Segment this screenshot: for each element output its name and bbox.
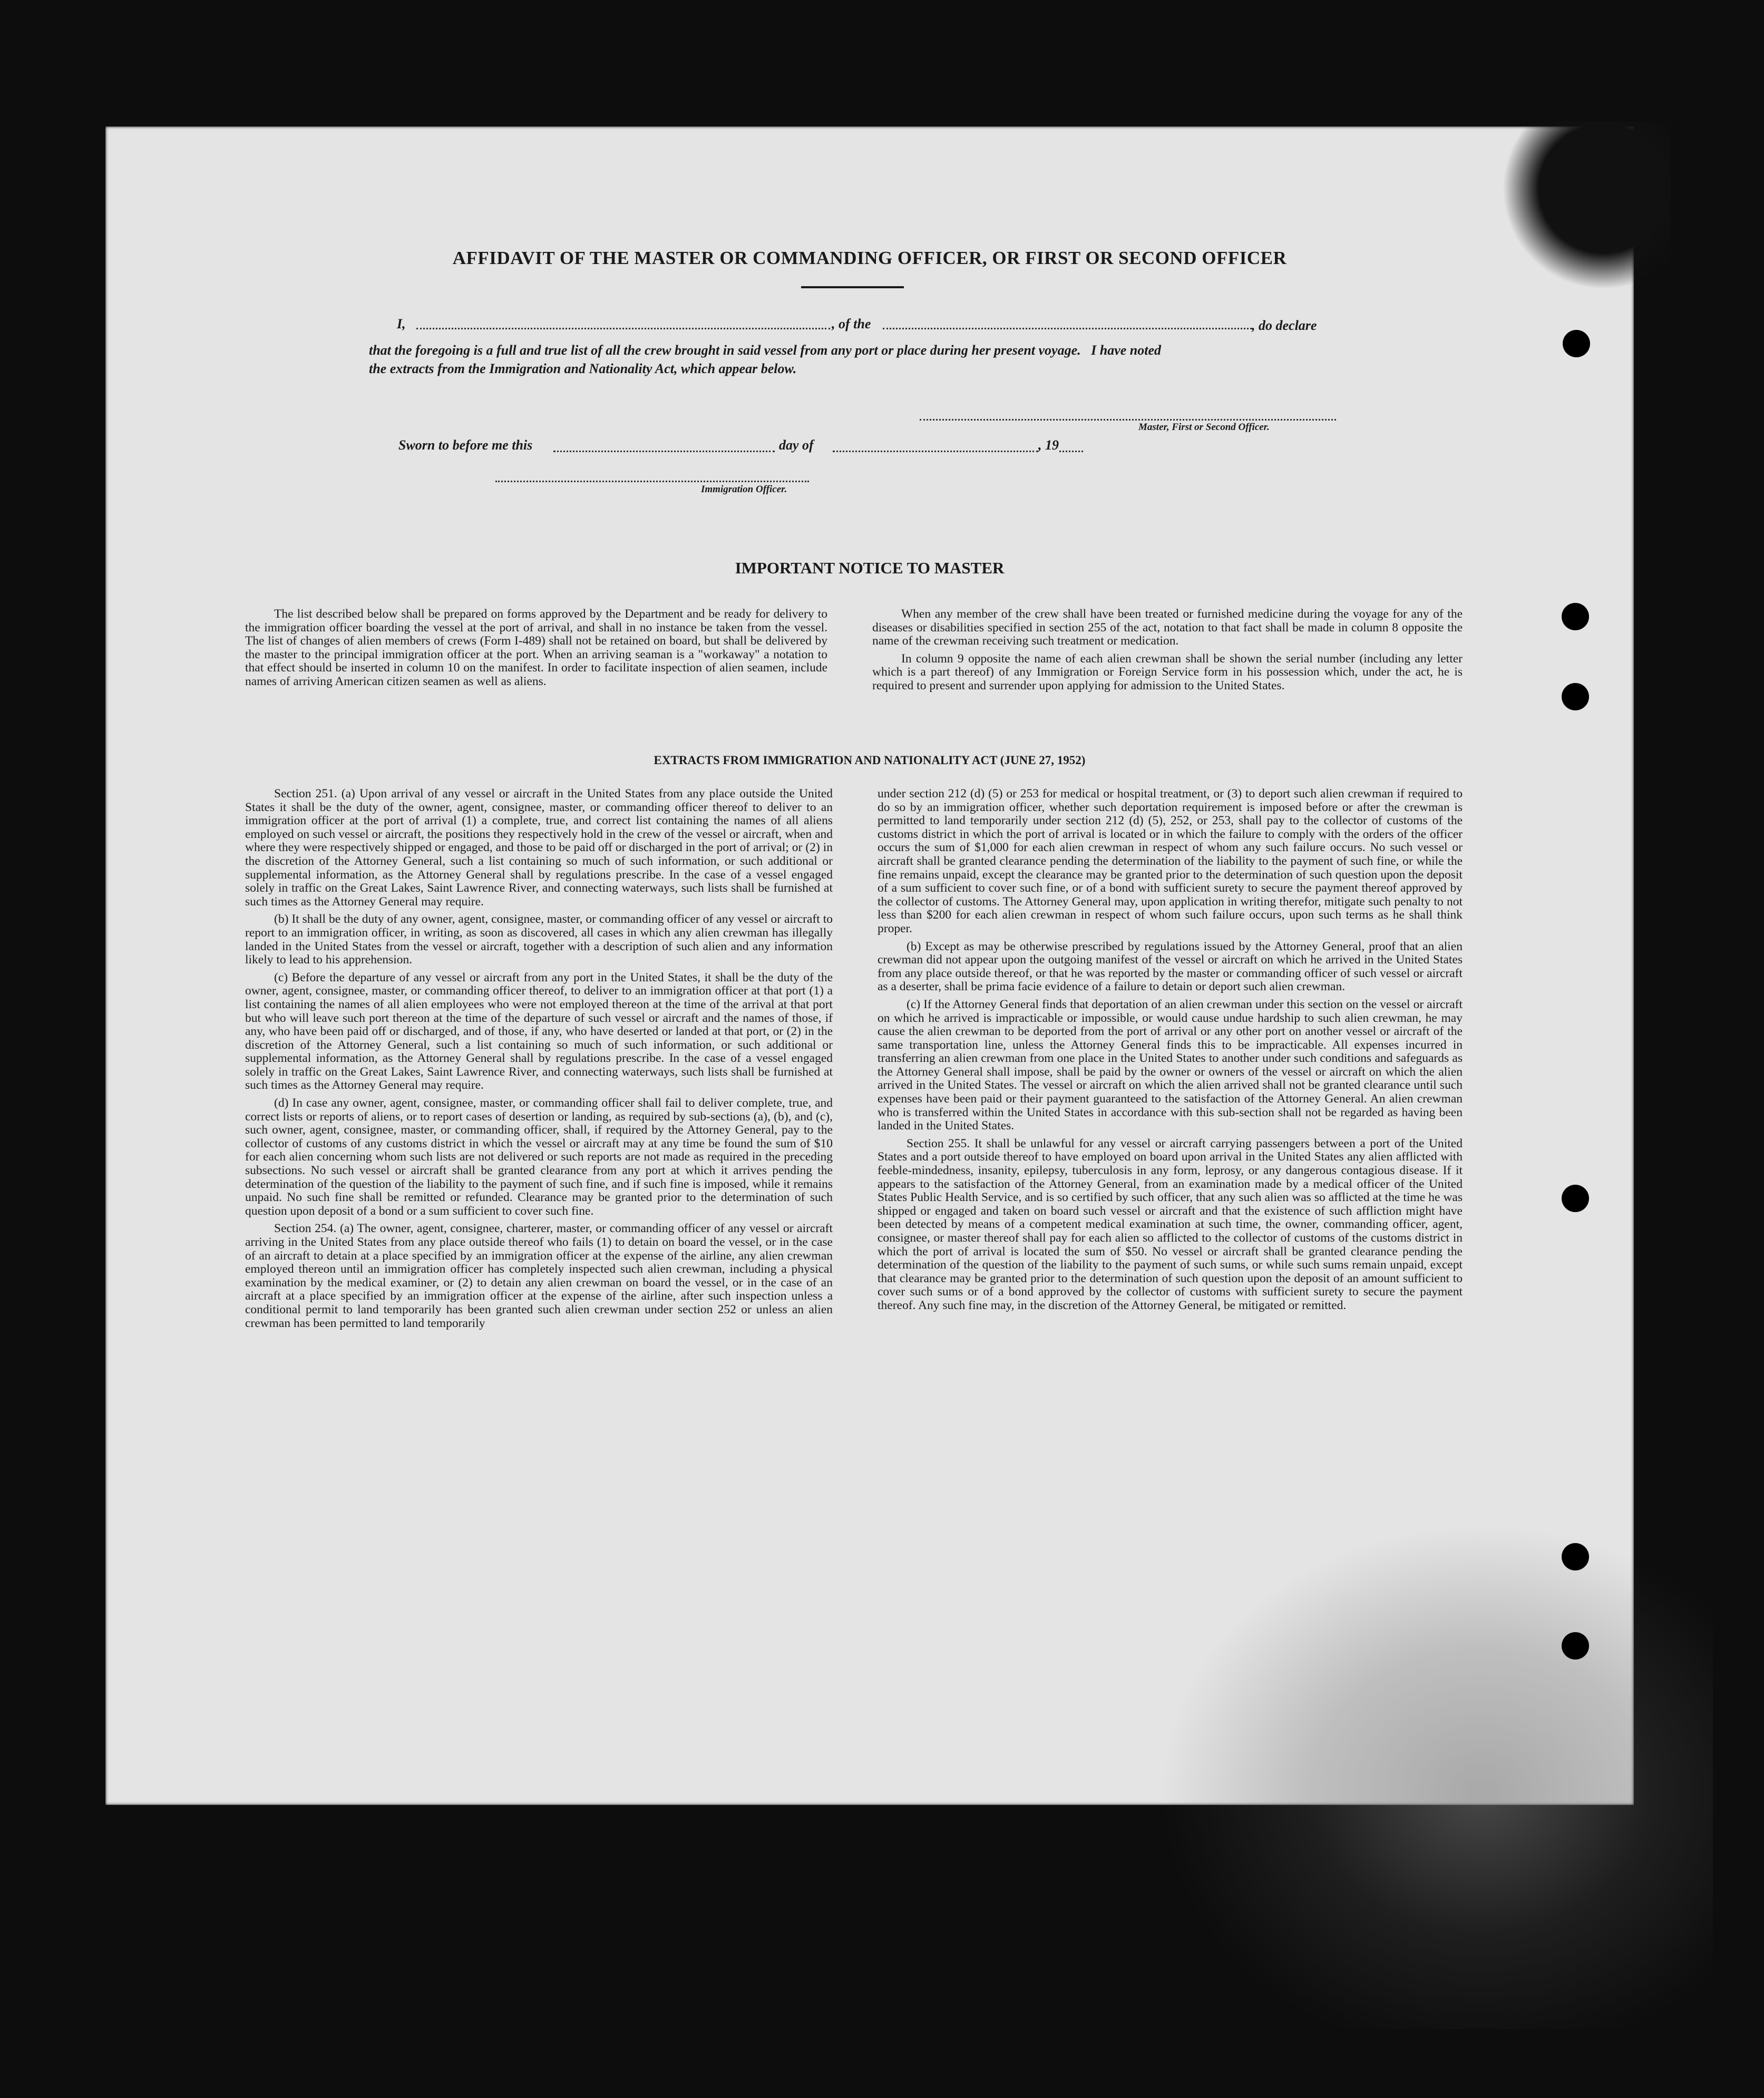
section-paragraph: (b) Except as may be otherwise prescribed by regulations issued by the Attorney General, proof that an alien crewman did not appear upon the outgoing manifest of the vessel or aircraft on which he arrived in the United States from any place outside thereof, or that he was reported by the master or commanding officer of such vessel or aircraft as a deserter, shall be prima facie evidence of a failure to detain or deport such alien crewman. bbox=[878, 939, 1463, 994]
scan-glare bbox=[1133, 1502, 1713, 2029]
punch-hole-4 bbox=[1562, 1185, 1589, 1212]
immigration-officer-signature-field[interactable] bbox=[495, 481, 809, 482]
section-paragraph: under section 212 (d) (5) or 253 for medical or hospital treatment, or (3) to deport such alien crewman if required to do so by an immigration officer, whether such deportation requirement is imposed before or after the crewman is permitted to land temporarily under section 212 (d) (5), 252, or 253, shall pay to the collector of customs of the customs district in which the port of arrival is located or in which the failure to comply with the orders of the officer occurs the sum of $1,000 for each alien crewman in respect of whom any such failure occurs. No such vessel or aircraft shall be granted clearance pending the determination of the liability to the payment of such fine, or while the fine remains unpaid, except the clearance may be granted prior to the determination of such question upon the deposit of a sum sufficient to cover such fine, or of a bond with sufficient surety to secure the payment thereof approved by the collector of customs. The Attorney General may, upon application in writing therefor, mitigate such penalty to not less than $200 for each alien crewman in respect of whom such failure occurs, upon such terms as he shall think proper. bbox=[878, 787, 1463, 935]
sworn-day-field[interactable] bbox=[553, 451, 775, 452]
section-paragraph: Section 251. (a) Upon arrival of any vessel or aircraft in the United States from any place outside the United States it shall be the duty of the owner, agent, consignee, master, or commanding officer thereof to deliver to an immigration officer at the port of arrival (1) a complete, true, and correct list containing the names of all aliens employed on such vessel or aircraft, the positions they respectively hold in the crew of the vessel or aircraft, when and where they were respectively shipped or engaged, and those to be paid off or discharged in the port of arrival; or (2) in the discretion of the Attorney General, such a list containing so much of such information, or such additional or supplemental information, as the Attorney General shall by regulations prescribe. In the case of a vessel engaged solely in traffic on the Great Lakes, Saint Lawrence River, and connecting waterways, such lists shall be furnished at such times as the Attorney General may require. bbox=[245, 787, 833, 909]
punch-hole-5 bbox=[1562, 1543, 1589, 1570]
title-rule bbox=[801, 286, 904, 288]
notice-paragraph: When any member of the crew shall have been treated or furnished medicine during the voyage for any of the diseases or disabilities specified in section 255 of the act, notation to that fact shall be made in column 8 opposite the name of the crewman receiving such treatment or medication. bbox=[872, 607, 1463, 648]
section-paragraph: (b) It shall be the duty of any owner, agent, consignee, master, or commanding officer of any vessel or aircraft to report to an immigration officer, in writing, as soon as discovered, all cases in which any alien crewman has illegally landed in the United States from the vessel or aircraft, together with a description of such alien and any information likely to lead to his apprehension. bbox=[245, 912, 833, 967]
name-field[interactable] bbox=[416, 328, 830, 329]
notice-title: IMPORTANT NOTICE TO MASTER bbox=[735, 559, 1005, 577]
sworn-year-field[interactable] bbox=[1059, 451, 1083, 452]
notice-right-column bbox=[872, 608, 1463, 697]
of-the-label: , of the bbox=[832, 316, 871, 331]
notice-left-column bbox=[245, 608, 827, 693]
notice-paragraph: The list described below shall be prepared on forms approved by the Department and be ready for delivery to the immigration officer boarding the vessel at the port of arrival, and shall in no instance be taken from the vessel. The list of changes of alien members of crews (Form I-489) shall not be retained on board, but shall be delivered by the master to the principal immigration officer at the port. When an arriving seaman is a "workaway" a notation to that effect should be inserted in column 10 on the manifest. In order to facilitate inspection of alien seamen, include names of arriving American citizen seamen as well as aliens. bbox=[245, 607, 827, 688]
sworn-label: Sworn to before me this bbox=[398, 437, 533, 453]
punch-hole-2 bbox=[1562, 603, 1589, 630]
day-of-label: day of bbox=[779, 437, 814, 453]
vessel-field[interactable] bbox=[883, 328, 1252, 329]
notice-paragraph: In column 9 opposite the name of each alien crewman shall be shown the serial number (including any letter which is a part thereof) of any Immigration or Foreign Service form in his possession which, under the act, he is required to present and surrender upon applying for admission to the United States. bbox=[872, 651, 1463, 692]
affidavit-title: AFFIDAVIT OF THE MASTER OR COMMANDING OFFICER, OR FIRST OR SECOND OFFICER bbox=[452, 248, 1287, 268]
extracts-left-column bbox=[245, 787, 833, 1334]
punch-hole-6 bbox=[1562, 1632, 1589, 1660]
punch-hole-3 bbox=[1562, 683, 1589, 710]
extracts-title: EXTRACTS FROM IMMIGRATION AND NATIONALITY ACT (JUNE 27, 1952) bbox=[654, 754, 1086, 767]
section-paragraph: (c) If the Attorney General finds that deportation of an alien crewman under this section on the vessel or aircraft on which he arrived is impracticable or impossible, or would cause undue hardship to such alien crewman, he may cause the alien crewman to be deported from the port of arrival or any other port on another vessel or aircraft of the same transportation line, unless the Attorney General finds this to be impracticable. All expenses incurred in transferring an alien crewman from one place in the United States to another under such conditions and safeguards as the Attorney General shall impose, shall be paid by the owner or owners of the vessel or aircraft on which the alien arrived in the United States. The vessel or aircraft on which the alien arrived shall not be granted clearance until such expenses have been paid or their payment guaranteed to the satisfaction of the Attorney General. An alien crewman who is transferred within the United States in accordance with this sub-section shall not be regarded as having been landed in the United States. bbox=[878, 997, 1463, 1133]
sworn-month-field[interactable] bbox=[833, 451, 1038, 452]
declaration-line-1: that the foregoing is a full and true list of all the crew brought in said vessel from any port or place during her present voyage. I have noted bbox=[369, 343, 1162, 358]
do-declare-label: , do declare bbox=[1252, 318, 1317, 333]
section-paragraph: Section 254. (a) The owner, agent, consignee, charterer, master, or commanding officer of any vessel or aircraft arriving in the United States from any place outside thereof who fails (1) to detain on board the vessel, or in the case of an aircraft to detain at a place specified by an immigration officer at the expense of the airline, any alien crewman employed thereon until an immigration officer has completely inspected such alien crewman, including a physical examination by the medical examiner, or (2) to detain any alien crewman on board the vessel, or in the case of an aircraft at a place specified by an immigration officer at the expense of the airline, after such inspection unless a conditional permit to land temporarily has been granted such alien crewman under section 252 or unless an alien crewman has been permitted to land temporarily bbox=[245, 1222, 833, 1330]
year-label: , 19 bbox=[1038, 437, 1059, 453]
section-paragraph: (c) Before the departure of any vessel or aircraft from any port in the United States, it shall be the duty of the owner, agent, consignee, master, or commanding officer thereof, to deliver to an immigration officer at that port (1) a list containing the names of all alien employees who were not employed thereon at the time of the arrival at that port but who will leave such port thereon at the time of the departure of such vessel or aircraft and the names of those, if any, who have been paid off or discharged, and of those, if any, who have deserted or landed at that port, or (2) in the discretion of the Attorney General, such a list containing so much of such information, or such additional or supplemental information, as the Attorney General shall by regulations prescribe. In the case of a vessel engaged solely in traffic on the Great Lakes, Saint Lawrence River, and connecting waterways, such lists shall be furnished at such times as the Attorney General may require. bbox=[245, 970, 833, 1092]
extracts-right-column bbox=[878, 787, 1463, 1317]
master-signature-label: Master, First or Second Officer. bbox=[1138, 422, 1270, 433]
section-paragraph: (d) In case any owner, agent, consignee, master, or commanding officer shall fail to deliver complete, true, and correct lists or reports of aliens, or to report cases of desertion or landing, as required by sub-sections (a), (b), and (c), such owner, agent, consignee, master, or commanding officer, shall, if required by the Attorney General, pay to the collector of customs of any customs district in which the vessel or aircraft may at any time be found the sum of $10 for each alien concerning whom such lists are not delivered or such reports are not made as required in the preceding subsections. No such vessel or aircraft shall be granted clearance from any port at which it arrives pending the determination of the question of the liability to the payment of such fine, and if such fine is imposed, while it remains unpaid. No such fine shall be remitted or refunded. Clearance may be granted prior to the determination of such question upon deposit of a bond or a sum sufficient to cover such fine. bbox=[245, 1096, 833, 1218]
immigration-officer-label: Immigration Officer. bbox=[701, 484, 787, 495]
i-label: I, bbox=[397, 316, 406, 331]
master-signature-field[interactable] bbox=[920, 419, 1336, 421]
section-paragraph: Section 255. It shall be unlawful for any vessel or aircraft carrying passengers between a port of the United States and a port outside thereof to have employed on board upon arrival in the United States any alien afflicted with feeble-mindedness, insanity, epilepsy, tuberculosis in any form, leprosy, or any dangerous contagious disease. If it appears to the satisfaction of the Attorney General, from an examination made by a medical officer of the United States Public Health Service, and is so certified by such officer, that any such alien was so afflicted at the time he was shipped or engaged and taken on board such vessel or aircraft and that the existence of such affliction might have been detected by means of a competent medical examination at such time, the owner, commanding officer, agent, consignee, or master thereof shall pay for each alien so afflicted to the collector of customs of the customs district in which the port of arrival is located the sum of $50. No vessel or aircraft shall be granted clearance pending the determination of the question of the liability to the payment of such sums, or while such sums remain unpaid, except that clearance may be granted prior to the determination of such question upon the deposit of an amount sufficient to cover such sums or of a bond approved by the collector of customs with sufficient surety to secure the payment thereof. Any such fine may, in the discretion of the Attorney General, be mitigated or remitted. bbox=[878, 1136, 1463, 1312]
declaration-line-2: the extracts from the Immigration and Nationality Act, which appear below. bbox=[369, 361, 797, 376]
punch-hole-1 bbox=[1563, 330, 1590, 357]
